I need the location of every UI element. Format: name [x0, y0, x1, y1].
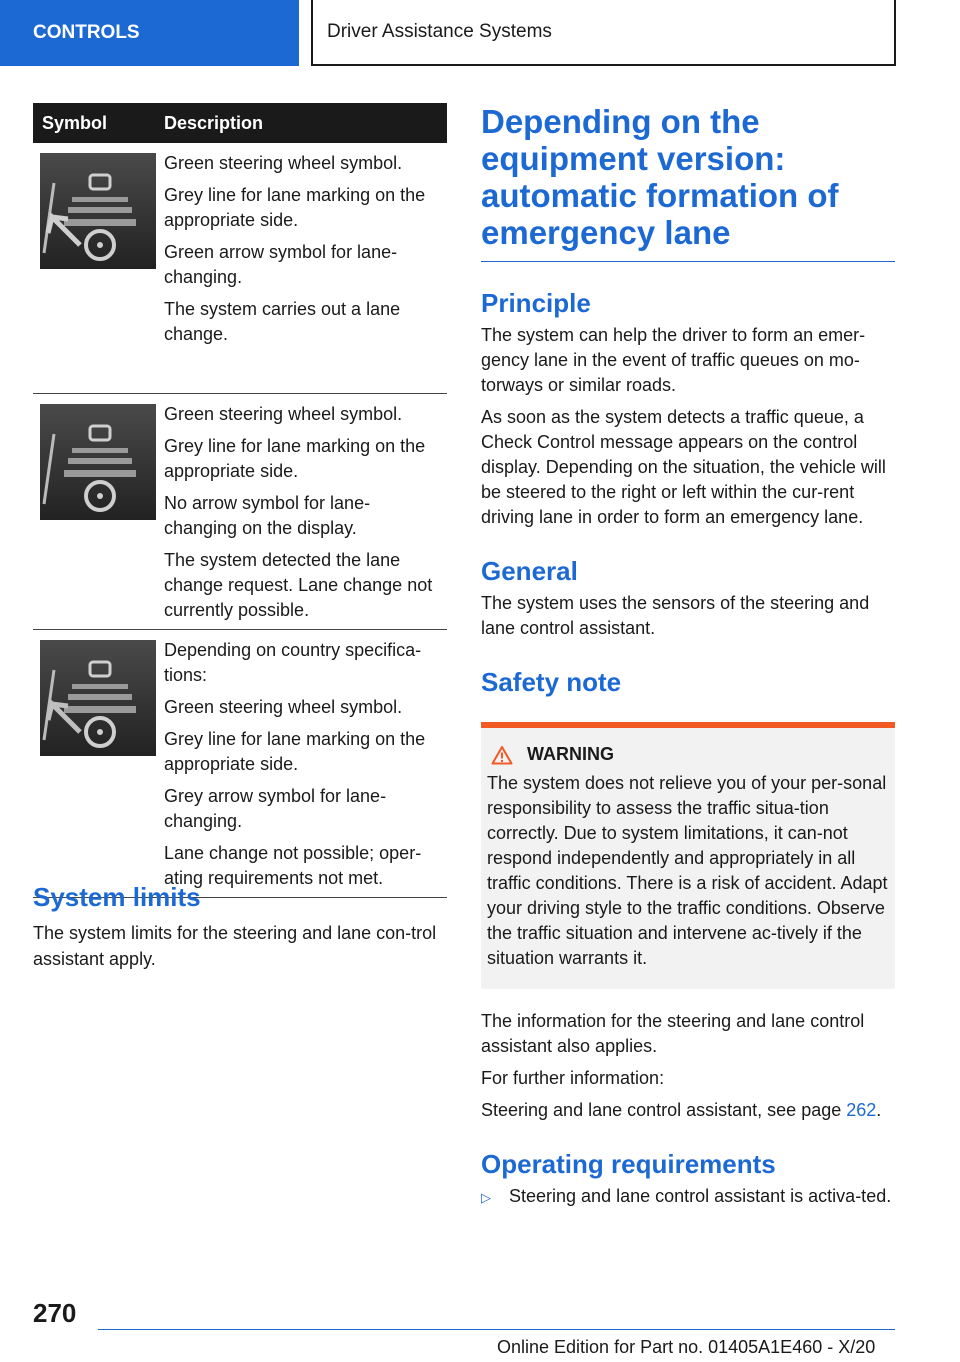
right-column [481, 103, 895, 1210]
list-item-text: Steering and lane control assistant is activa-ted. [509, 1186, 892, 1206]
page-number: 270 [33, 1298, 77, 1328]
principle-text: The system can help the driver to form an emer-gency lane in the event of traffic queues on mo-torways or similar roads. [481, 325, 866, 395]
description-line: The system detected the lane change request. Lane change not currently possible. [164, 550, 433, 620]
description-line: The system carries out a lane change. [164, 299, 401, 344]
chapter-title: Driver Assistance Systems [311, 0, 896, 66]
table-row [33, 394, 447, 630]
description-line: Green steering wheel symbol. [164, 697, 403, 717]
lane-change-arrow-green-icon [40, 153, 156, 269]
footer-edition: Online Edition for Part no. 01405A1E460 - X/20 [497, 1337, 876, 1357]
description-line: Grey arrow symbol for lane-changing. [164, 786, 387, 831]
section-tab: CONTROLS [0, 0, 299, 66]
cross-reference-suffix: . [876, 1100, 882, 1120]
description-line: Grey line for lane marking on the appropriate side. [164, 185, 426, 230]
description-line: Grey line for lane marking on the appropriate side. [164, 729, 426, 774]
description-line: Lane change not possible; oper-ating requirements not met. [164, 843, 422, 888]
footer-divider [98, 1329, 895, 1330]
warning-text: The system does not relieve you of your per-sonal responsibility to assess the traffic situa-tion correctly. Due to system limitations, it can-not respond independently and appropriately in all traffic conditions. There is a risk of accident. Adapt your driving style to the traffic conditions. Observe the traffic situation and intervene ac-tively if the situation warrants it. [487, 773, 888, 968]
system-limits-text: The system limits for the steering and lane con-trol assistant apply. [33, 923, 437, 969]
description-line: Green steering wheel symbol. [164, 153, 403, 173]
safety-text: The information for the steering and lane control assistant also applies. [481, 1011, 865, 1056]
warning-header [487, 744, 889, 765]
cross-reference-text: Steering and lane control assistant, see page [481, 1100, 847, 1120]
section-title: Depending on the equipment version: automatic formation of emergency lane [481, 103, 895, 262]
operating-requirements-heading: Operating requirements [481, 1149, 776, 1179]
warning-title: WARNING [527, 744, 614, 764]
lane-change-arrow-grey-icon [40, 640, 156, 756]
principle-heading: Principle [481, 288, 591, 318]
table-row [33, 630, 447, 898]
column-header-description: Description [164, 112, 264, 133]
warning-box [481, 722, 895, 989]
symbol-table [33, 103, 447, 898]
bullet-triangle-icon: ▷ [481, 1190, 491, 1205]
description-line: Depending on country specifica-tions: [164, 640, 422, 685]
table-header [33, 103, 447, 143]
description-line: Green steering wheel symbol. [164, 404, 403, 424]
description-line: Green arrow symbol for lane-changing. [164, 242, 398, 287]
cross-reference [481, 1098, 895, 1123]
description-line: Grey line for lane marking on the appropriate side. [164, 436, 426, 481]
general-text: The system uses the sensors of the steering and lane control assistant. [481, 593, 870, 638]
principle-text: As soon as the system detects a traffic queue, a Check Control message appears on the control display. Depending on the situation, the vehicle will be steered to the right or left within the cur-rent driving lane in order to form an emergency lane. [481, 407, 886, 527]
safety-text: For further information: [481, 1068, 665, 1088]
page-link[interactable]: 262 [846, 1100, 877, 1120]
system-limits-heading: System limits [33, 882, 201, 912]
safety-note-heading: Safety note [481, 667, 622, 697]
column-header-symbol: Symbol [42, 112, 108, 133]
list-item [481, 1184, 895, 1210]
general-heading: General [481, 556, 578, 586]
warning-triangle-icon [491, 745, 513, 765]
lane-change-no-arrow-icon [40, 404, 156, 520]
description-line: No arrow symbol for lane-changing on the display. [164, 493, 371, 538]
table-row [33, 143, 447, 394]
